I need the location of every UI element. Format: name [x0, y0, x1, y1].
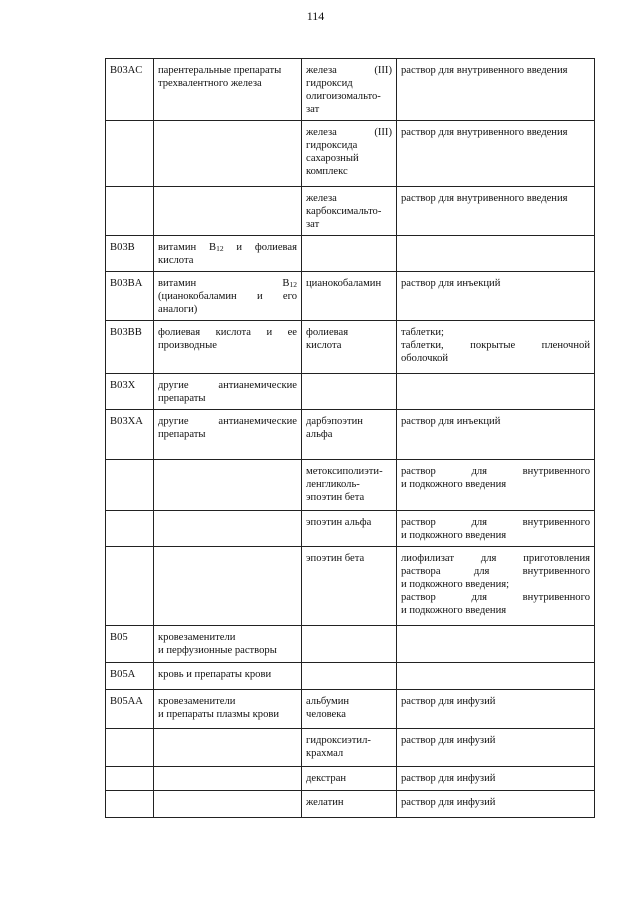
anatomical-group-cell — [154, 690, 302, 729]
dosage-form-cell — [397, 374, 595, 410]
form-line: оболочкой — [401, 353, 449, 364]
substance-cell — [302, 729, 397, 767]
table-row — [106, 410, 595, 460]
substance-line: эпоэтин альфа — [306, 517, 372, 528]
atc-code: B03BA — [110, 278, 143, 289]
form-line: раствор для внутривенного введения — [401, 193, 568, 204]
group-line: производные — [158, 340, 217, 351]
atc-code: B03XA — [110, 416, 143, 427]
form-line: раствор для инъекций — [401, 278, 501, 289]
substance-cell — [302, 321, 397, 374]
substance-cell — [302, 410, 397, 460]
substance-line: эпоэтин бета — [306, 553, 365, 564]
group-line: кислота — [158, 255, 194, 266]
group-line: фолиевая кислота и ее — [158, 327, 297, 338]
substance-line: альбумин — [306, 696, 350, 707]
form-line: раствор для внутривенного введения — [401, 127, 568, 138]
page-number: 114 — [306, 9, 325, 23]
atc-code-cell — [106, 410, 154, 460]
anatomical-group-cell — [154, 460, 302, 511]
atc-code: B03X — [110, 380, 136, 391]
group-line: кровезаменители — [158, 632, 236, 643]
atc-code: B03B — [110, 242, 135, 253]
substance-cell — [302, 791, 397, 818]
table-body — [106, 59, 595, 818]
table-row — [106, 121, 595, 187]
group-line: аналоги) — [158, 304, 198, 315]
anatomical-group-cell — [154, 410, 302, 460]
anatomical-group-cell — [154, 791, 302, 818]
dosage-form-cell — [397, 729, 595, 767]
atc-code-cell — [106, 460, 154, 511]
drug-classification-table — [105, 58, 595, 818]
table-row — [106, 791, 595, 818]
substance-cell — [302, 59, 397, 121]
substance-line: метоксиполиэти- — [306, 466, 383, 477]
substance-line: железа — [306, 193, 337, 204]
substance-cell — [302, 460, 397, 511]
form-line: раствор для инфузий — [401, 735, 496, 746]
group-line: кровь и препараты крови — [158, 669, 272, 680]
table-row — [106, 767, 595, 791]
substance-line: ленгликоль- — [306, 479, 360, 490]
substance-cell — [302, 272, 397, 321]
table-row — [106, 460, 595, 511]
substance-cell — [302, 663, 397, 690]
group-line: другие антианемические — [158, 380, 297, 391]
substance-cell — [302, 547, 397, 626]
substance-cell — [302, 690, 397, 729]
table-row — [106, 59, 595, 121]
form-line: таблетки, покрытые пленочной — [401, 340, 590, 351]
form-line: и подкожного введения — [401, 479, 507, 490]
table-row — [106, 187, 595, 236]
form-line: раствор для инфузий — [401, 696, 496, 707]
group-line: препараты — [158, 429, 206, 440]
table-row — [106, 690, 595, 729]
atc-code-cell — [106, 59, 154, 121]
atc-code-cell — [106, 272, 154, 321]
group-line: и перфузионные растворы — [158, 645, 277, 656]
group-line: кровезаменители — [158, 696, 236, 707]
anatomical-group-cell — [154, 729, 302, 767]
substance-line: крахмал — [306, 748, 344, 759]
group-line: витамин $B_{12}$ — [158, 278, 297, 289]
substance-cell — [302, 121, 397, 187]
substance-line: сахарозный — [306, 153, 359, 164]
dosage-form-cell — [397, 272, 595, 321]
substance-line: комплекс — [306, 166, 348, 177]
dosage-form-cell — [397, 626, 595, 663]
anatomical-group-cell — [154, 663, 302, 690]
atc-code-cell — [106, 626, 154, 663]
atc-code: B03BB — [110, 327, 142, 338]
anatomical-group-cell — [154, 272, 302, 321]
dosage-form-cell — [397, 791, 595, 818]
anatomical-group-cell — [154, 121, 302, 187]
anatomical-group-cell — [154, 767, 302, 791]
substance-line: карбоксимальто- — [306, 206, 382, 217]
substance-cell — [302, 767, 397, 791]
dosage-form-cell — [397, 663, 595, 690]
substance-cell — [302, 374, 397, 410]
anatomical-group-cell — [154, 187, 302, 236]
atc-code-cell — [106, 547, 154, 626]
substance-cell — [302, 236, 397, 272]
anatomical-group-cell — [154, 321, 302, 374]
atc-code: B03AC — [110, 65, 143, 76]
substance-line: декстран — [306, 773, 347, 784]
form-line: и подкожного введения; — [401, 579, 510, 590]
substance-line: альфа — [306, 429, 333, 440]
table-row — [106, 321, 595, 374]
atc-code-cell — [106, 511, 154, 547]
table-row — [106, 374, 595, 410]
atc-code-cell — [106, 187, 154, 236]
substance-line: зат — [306, 104, 320, 115]
substance-line: дарбэпоэтин — [306, 416, 363, 427]
dosage-form-cell — [397, 511, 595, 547]
form-line: раствор для внутривенного — [401, 592, 590, 603]
atc-code-cell — [106, 374, 154, 410]
table-row — [106, 729, 595, 767]
group-line: (цианокобаламин и его — [158, 291, 297, 302]
dosage-form-cell — [397, 59, 595, 121]
group-line: и препараты плазмы крови — [158, 709, 280, 720]
substance-line: олигоизомальто- — [306, 91, 381, 102]
atc-code-cell — [106, 729, 154, 767]
dosage-form-cell — [397, 767, 595, 791]
dosage-form-cell — [397, 410, 595, 460]
substance-line: зат — [306, 219, 320, 230]
anatomical-group-cell — [154, 511, 302, 547]
form-line: раствор для инфузий — [401, 773, 496, 784]
form-line: и подкожного введения — [401, 605, 507, 616]
form-line: лиофилизат для приготовления — [401, 553, 590, 564]
substance-line: эпоэтин бета — [306, 492, 365, 503]
substance-line: гидроксиэтил- — [306, 735, 371, 746]
form-line: раствор для инъекций — [401, 416, 501, 427]
anatomical-group-cell — [154, 374, 302, 410]
table-row — [106, 236, 595, 272]
table-row — [106, 663, 595, 690]
substance-cell — [302, 187, 397, 236]
atc-code-cell — [106, 663, 154, 690]
group-line: другие антианемические — [158, 416, 297, 427]
anatomical-group-cell — [154, 626, 302, 663]
anatomical-group-cell — [154, 547, 302, 626]
substance-line: гидроксида — [306, 140, 358, 151]
group-line: витамин $B_{12}$ и фолиевая — [158, 242, 297, 253]
form-line: раствор для внутривенного введения — [401, 65, 568, 76]
table-row — [106, 272, 595, 321]
table-row — [106, 626, 595, 663]
form-line: раствор для внутривенного — [401, 466, 590, 477]
atc-code-cell — [106, 767, 154, 791]
atc-code: B05AA — [110, 696, 143, 707]
form-line: и подкожного введения — [401, 530, 507, 541]
dosage-form-cell — [397, 187, 595, 236]
substance-line: кислота — [306, 340, 342, 351]
substance-line: гидроксид — [306, 78, 353, 89]
group-line: препараты — [158, 393, 206, 404]
dosage-form-cell — [397, 690, 595, 729]
atc-code: B05 — [110, 632, 128, 643]
dosage-form-cell — [397, 236, 595, 272]
atc-code: B05A — [110, 669, 136, 680]
atc-code-cell — [106, 321, 154, 374]
substance-cell — [302, 511, 397, 547]
atc-code-cell — [106, 121, 154, 187]
atc-code-cell — [106, 236, 154, 272]
substance-line: железа (III) — [306, 65, 392, 76]
anatomical-group-cell — [154, 59, 302, 121]
substance-line: человека — [306, 709, 346, 720]
dosage-form-cell — [397, 121, 595, 187]
form-line: раствор для внутривенного — [401, 517, 590, 528]
atc-code-cell — [106, 791, 154, 818]
substance-line: желатин — [306, 797, 344, 808]
dosage-form-cell — [397, 460, 595, 511]
dosage-form-cell — [397, 321, 595, 374]
table-row — [106, 511, 595, 547]
form-line: таблетки; — [401, 327, 444, 338]
table-row — [106, 547, 595, 626]
substance-line: железа (III) — [306, 127, 392, 138]
form-line: раствор для инфузий — [401, 797, 496, 808]
group-line: парентеральные препараты — [158, 65, 282, 76]
substance-cell — [302, 626, 397, 663]
group-line: трехвалентного железа — [158, 78, 262, 89]
atc-code-cell — [106, 690, 154, 729]
substance-line: фолиевая — [306, 327, 349, 338]
dosage-form-cell — [397, 547, 595, 626]
substance-line: цианокобаламин — [306, 278, 382, 289]
form-line: раствора для внутривенного — [401, 566, 590, 577]
anatomical-group-cell — [154, 236, 302, 272]
